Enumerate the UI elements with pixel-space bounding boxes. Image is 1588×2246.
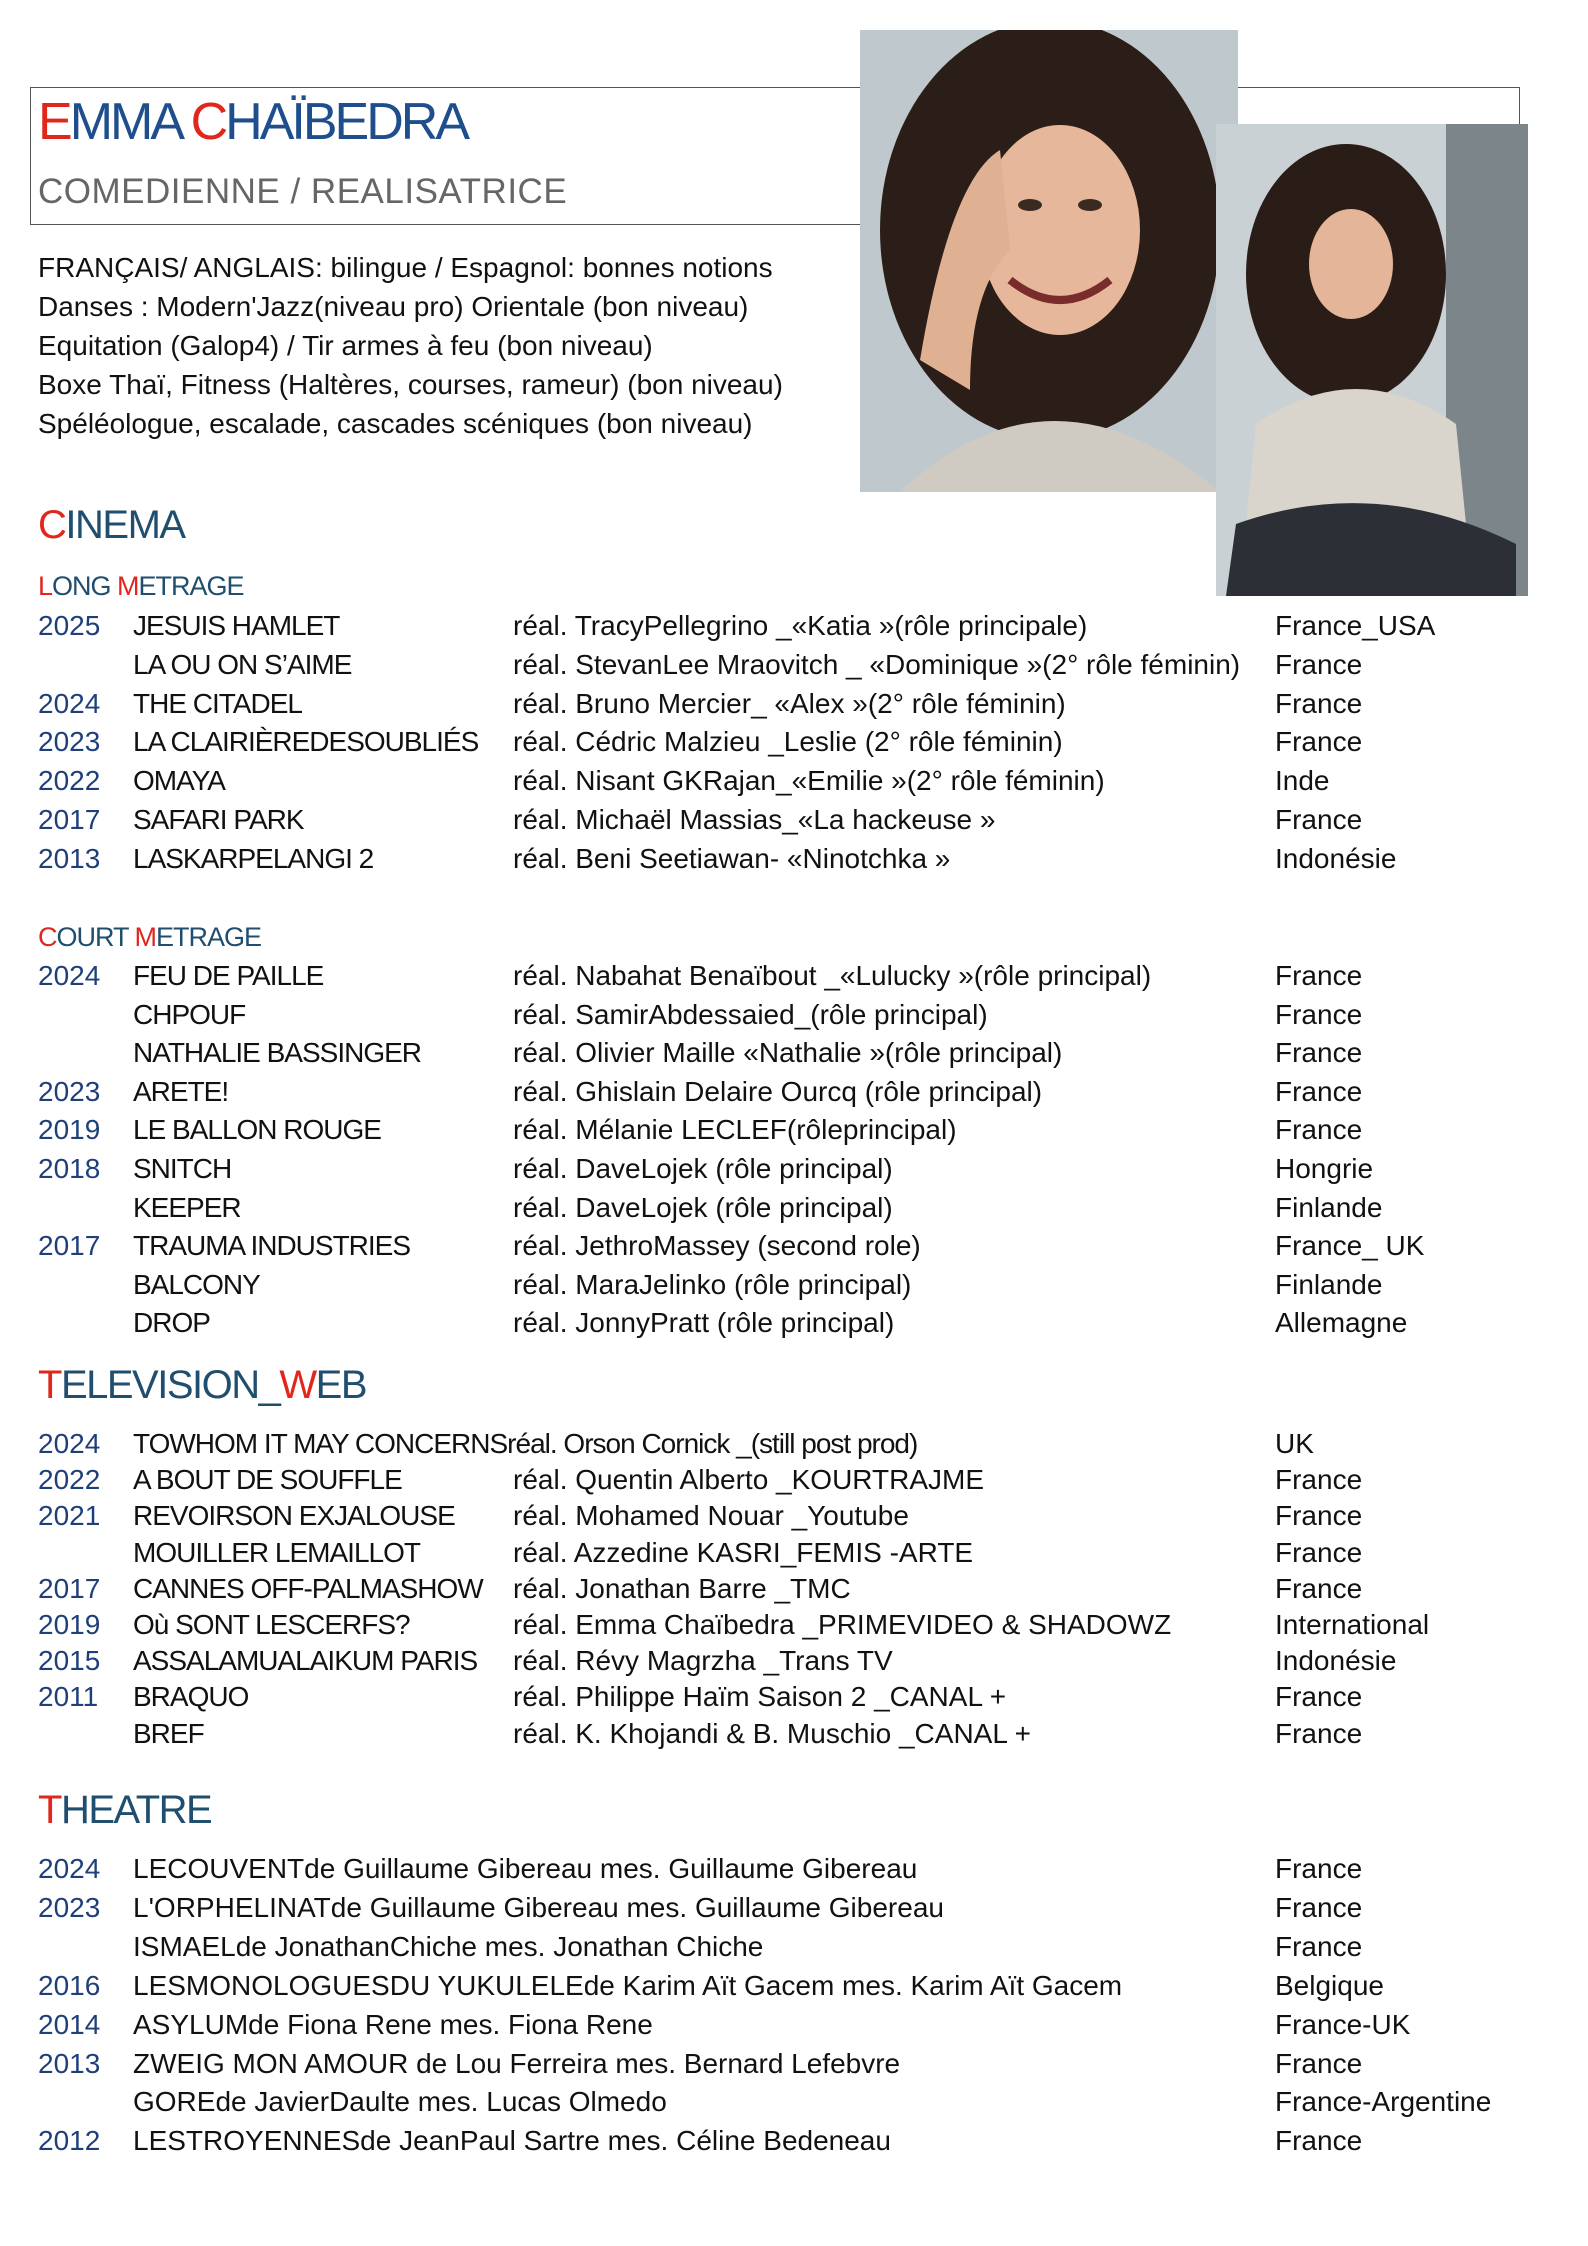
- credit-country: Inde: [1275, 765, 1330, 797]
- credit-row: [0, 1889, 1588, 1927]
- credit-row: [0, 1034, 1588, 1072]
- credit-director: réal. DaveLojek (rôle principal): [513, 1191, 893, 1223]
- credit-title: Où SONT LESCERFS?: [133, 1609, 410, 1640]
- credit-text: LESTROYENNESde JeanPaul Sartre mes. Céline Bedeneau: [133, 2125, 891, 2157]
- credit-title: FEU DE PAILLE: [133, 960, 324, 991]
- credit-row: [0, 1425, 1588, 1463]
- credit-country: Hongrie: [1275, 1153, 1374, 1184]
- credit-year: 2012: [38, 2125, 101, 2157]
- credit-row: [0, 1606, 1588, 1644]
- credit-row: [0, 1534, 1588, 1572]
- credit-row: [0, 1967, 1588, 2005]
- credit-row: [0, 1189, 1588, 1227]
- credit-title: LA CLAIRIÈREDESOUBLIÉS: [133, 726, 479, 758]
- credit-year: 2024: [38, 960, 101, 991]
- credit-year: 2019: [38, 1114, 101, 1146]
- credit-director: réal. JonnyPratt (rôle principal): [513, 1307, 895, 1339]
- credit-title: JESUIS HAMLET: [133, 610, 340, 641]
- credit-row: [0, 1570, 1588, 1608]
- credit-country: Indonésie: [1275, 1645, 1397, 1677]
- credit-director: réal. MaraJelinko (rôle principal): [513, 1268, 912, 1300]
- credit-year: 2013: [38, 842, 101, 874]
- credit-year: 2023: [38, 726, 101, 758]
- credit-country: France: [1275, 1853, 1363, 1884]
- credit-text: LESMONOLOGUESDU YUKULELEde Karim Aït Gacem mes. Karim Aït Gacem: [133, 1969, 1123, 2001]
- credit-title: CANNES OFF-PALMASHOW: [133, 1572, 483, 1604]
- court-metrage-heading: COURT METRAGE: [38, 922, 262, 952]
- credit-country: France: [1275, 1572, 1363, 1604]
- credit-row: [0, 2006, 1588, 2044]
- credit-country: International: [1275, 1609, 1430, 1640]
- credit-title: KEEPER: [133, 1191, 241, 1223]
- credit-year: 2011: [38, 1681, 99, 1713]
- credit-row: [0, 1928, 1588, 1966]
- credit-row: [0, 2083, 1588, 2121]
- credit-title: CHPOUF: [133, 998, 246, 1030]
- credit-row: [0, 840, 1588, 878]
- credit-director: réal. SamirAbdessaied_(rôle principal): [513, 998, 988, 1030]
- credit-row: [0, 723, 1588, 761]
- credit-year: 2024: [38, 687, 101, 719]
- credit-year: 2022: [38, 1464, 101, 1496]
- credit-country: France: [1275, 1891, 1363, 1923]
- credit-director: réal. Michaël Massias_«La hackeuse »: [513, 804, 996, 835]
- credit-title: BALCONY: [133, 1268, 260, 1300]
- name-last-rest: HAÏBEDRA: [225, 93, 467, 151]
- credit-director: réal. StevanLee Mraovitch _ «Dominique »(2° rôle féminin): [513, 648, 1241, 680]
- credit-title: OMAYA: [133, 765, 225, 797]
- credit-year: 2017: [38, 1230, 101, 1262]
- credit-row: [0, 607, 1588, 645]
- credit-country: France: [1275, 1075, 1363, 1107]
- portrait-photo-2: [1216, 124, 1528, 596]
- credit-year: 2016: [38, 1969, 101, 2001]
- credit-row: [0, 1304, 1588, 1342]
- credit-row: [0, 762, 1588, 800]
- credit-country: UK: [1275, 1428, 1314, 1459]
- credit-director: réal. Cédric Malzieu _Leslie (2° rôle féminin): [513, 726, 1063, 758]
- credit-row: [0, 996, 1588, 1034]
- credit-year: 2023: [38, 1891, 101, 1923]
- credit-director: réal. Quentin Alberto _KOURTRAJME: [513, 1464, 985, 1496]
- credit-country: France: [1275, 1536, 1363, 1568]
- credit-country: France: [1275, 804, 1363, 835]
- credit-title: SAFARI PARK: [133, 804, 304, 835]
- credit-director: réal. Beni Seetiawan- «Ninotchka »: [513, 842, 951, 874]
- credit-country: France: [1275, 1114, 1363, 1146]
- credit-title: DROP: [133, 1307, 210, 1339]
- credit-row: [0, 2122, 1588, 2160]
- credit-row: [0, 1111, 1588, 1149]
- credit-country: France: [1275, 687, 1363, 719]
- credit-year: 2024: [38, 1428, 101, 1459]
- credit-row: [0, 1150, 1588, 1188]
- credit-country: Belgique: [1275, 1969, 1384, 2001]
- credit-year: 2025: [38, 610, 101, 641]
- credit-director: réal. Nabahat Benaïbout _«Lulucky »(rôle principal): [513, 960, 1152, 991]
- credit-director: réal. Olivier Maille «Nathalie »(rôle principal): [513, 1037, 1063, 1069]
- credit-title: LASKARPELANGI 2: [133, 842, 374, 874]
- credit-title: LA OU ON S’AIME: [133, 648, 352, 680]
- credit-title: ARETE!: [133, 1075, 229, 1107]
- credit-row: [0, 685, 1588, 723]
- credit-row: [0, 1678, 1588, 1716]
- credit-year: 2023: [38, 1075, 101, 1107]
- credit-country: France: [1275, 1930, 1363, 1962]
- credit-country: France_ UK: [1275, 1230, 1425, 1262]
- credit-title: A BOUT DE SOUFFLE: [133, 1464, 402, 1496]
- credit-country: France: [1275, 648, 1363, 680]
- credit-director: réal. Emma Chaïbedra _PRIMEVIDEO & SHADOWZ: [513, 1609, 1172, 1640]
- credit-country: France: [1275, 1037, 1363, 1069]
- credit-title: TRAUMA INDUSTRIES: [133, 1230, 411, 1262]
- credit-row: [0, 1266, 1588, 1304]
- credit-year: 2024: [38, 1853, 101, 1884]
- name-first-rest: MMA: [69, 93, 191, 151]
- credit-year: 2015: [38, 1645, 101, 1677]
- credit-year: 2017: [38, 804, 101, 835]
- credit-director: réal. Bruno Mercier_ «Alex »(2° rôle féminin): [513, 687, 1066, 719]
- name-first-initial: E: [38, 93, 70, 151]
- credit-year: 2013: [38, 2047, 101, 2079]
- theatre-heading: THEATRE: [38, 1788, 212, 1832]
- credit-country: France: [1275, 960, 1363, 991]
- credit-row: [0, 1227, 1588, 1265]
- skill-line: Equitation (Galop4) / Tir armes à feu (bon niveau): [38, 330, 653, 361]
- credit-country: France-UK: [1275, 2008, 1411, 2040]
- name-last-initial: C: [190, 93, 226, 151]
- credit-text: LECOUVENTde Guillaume Gibereau mes. Guillaume Gibereau: [133, 1853, 918, 1884]
- credit-country: France: [1275, 998, 1363, 1030]
- credit-title: THE CITADEL: [133, 687, 302, 719]
- credit-country: France: [1275, 726, 1363, 758]
- credit-title: REVOIRSON EXJALOUSE: [133, 1500, 455, 1532]
- actor-name: [38, 92, 467, 152]
- credit-year: 2018: [38, 1153, 101, 1184]
- credit-row: [0, 2045, 1588, 2083]
- credit-title: LE BALLON ROUGE: [133, 1114, 381, 1146]
- skill-line: Danses : Modern'Jazz(niveau pro) Orientale (bon niveau): [38, 291, 749, 322]
- credit-title: BREF: [133, 1717, 204, 1749]
- credit-director: réal. Nisant GKRajan_«Emilie »(2° rôle féminin): [513, 765, 1105, 797]
- credit-director: réal. Philippe Haïm Saison 2 _CANAL +: [513, 1681, 1007, 1713]
- credit-director: réal. Azzedine KASRI_FEMIS -ARTE: [513, 1536, 974, 1568]
- credit-row: [0, 1073, 1588, 1111]
- credit-text: L'ORPHELINATde Guillaume Gibereau mes. Guillaume Gibereau: [133, 1891, 944, 1923]
- credit-title: BRAQUO: [133, 1681, 249, 1713]
- credit-title: NATHALIE BASSINGER: [133, 1037, 422, 1069]
- credit-year: 2014: [38, 2008, 101, 2040]
- credit-text: ISMAELde JonathanChiche mes. Jonathan Chiche: [133, 1930, 764, 1962]
- credit-country: France: [1275, 1464, 1363, 1496]
- credit-year: 2021: [38, 1500, 101, 1532]
- credit-country: France: [1275, 2125, 1363, 2157]
- credit-year: 2017: [38, 1572, 101, 1604]
- credit-row: [0, 801, 1588, 839]
- credit-country: Finlande: [1275, 1191, 1383, 1223]
- credit-year: 2019: [38, 1609, 101, 1640]
- credit-country: France_USA: [1275, 610, 1436, 641]
- credit-row: [0, 1642, 1588, 1680]
- credit-director: réal. Mélanie LECLEF(rôleprincipal): [513, 1114, 957, 1146]
- credit-director: réal. TracyPellegrino _«Katia »(rôle principale): [513, 610, 1088, 641]
- credit-title: MOUILLER LEMAILLOT: [133, 1536, 420, 1568]
- credit-title: ASSALAMUALAIKUM PARIS: [133, 1645, 478, 1677]
- credit-director: réal. Jonathan Barre _TMC: [513, 1572, 851, 1604]
- credit-year: 2022: [38, 765, 101, 797]
- credit-row: [0, 957, 1588, 995]
- credit-row: [0, 1497, 1588, 1535]
- skill-line: FRANÇAIS/ ANGLAIS: bilingue / Espagnol: bonnes notions: [38, 252, 773, 283]
- credit-country: Indonésie: [1275, 842, 1397, 874]
- credit-director: réal. Mohamed Nouar _Youtube: [513, 1500, 909, 1532]
- credit-row: [0, 1850, 1588, 1888]
- credit-row: [0, 646, 1588, 684]
- credit-text: ASYLUMde Fiona Rene mes. Fiona Rene: [133, 2008, 653, 2040]
- credit-director: réal. Ghislain Delaire Ourcq (rôle principal): [513, 1075, 1043, 1107]
- television-heading: TELEVISION_WEB: [38, 1363, 366, 1407]
- credit-text: GOREde JavierDaulte mes. Lucas Olmedo: [133, 2086, 667, 2118]
- credit-row: [0, 1715, 1588, 1753]
- skills-list: [38, 248, 783, 443]
- credit-country: France: [1275, 2047, 1363, 2079]
- long-metrage-heading: LONG METRAGE: [38, 571, 244, 601]
- credit-country: France-Argentine: [1275, 2086, 1492, 2118]
- credit-text: ZWEIG MON AMOUR de Lou Ferreira mes. Bernard Lefebvre: [133, 2047, 901, 2079]
- credit-title: SNITCH: [133, 1153, 232, 1184]
- credit-title: TOWHOM IT MAY CONCERNSréal. Orson Cornick _(still post prod): [133, 1428, 918, 1459]
- profession-subtitle: COMEDIENNE / REALISATRICE: [38, 172, 568, 211]
- credit-country: France: [1275, 1717, 1363, 1749]
- portrait-photo-1: [860, 30, 1238, 492]
- credit-country: France: [1275, 1681, 1363, 1713]
- credit-country: Allemagne: [1275, 1307, 1408, 1339]
- credit-row: [0, 1461, 1588, 1499]
- skill-line: Boxe Thaï, Fitness (Haltères, courses, rameur) (bon niveau): [38, 369, 783, 400]
- cinema-heading: CINEMA: [38, 503, 185, 547]
- skill-line: Spéléologue, escalade, cascades scéniques (bon niveau): [38, 408, 753, 439]
- credit-director: réal. JethroMassey (second role): [513, 1230, 921, 1262]
- credit-director: réal. Révy Magrzha _Trans TV: [513, 1645, 893, 1677]
- credit-director: réal. K. Khojandi & B. Muschio _CANAL +: [513, 1717, 1031, 1749]
- credit-country: France: [1275, 1500, 1363, 1532]
- credit-director: réal. DaveLojek (rôle principal): [513, 1153, 893, 1184]
- credit-country: Finlande: [1275, 1268, 1383, 1300]
